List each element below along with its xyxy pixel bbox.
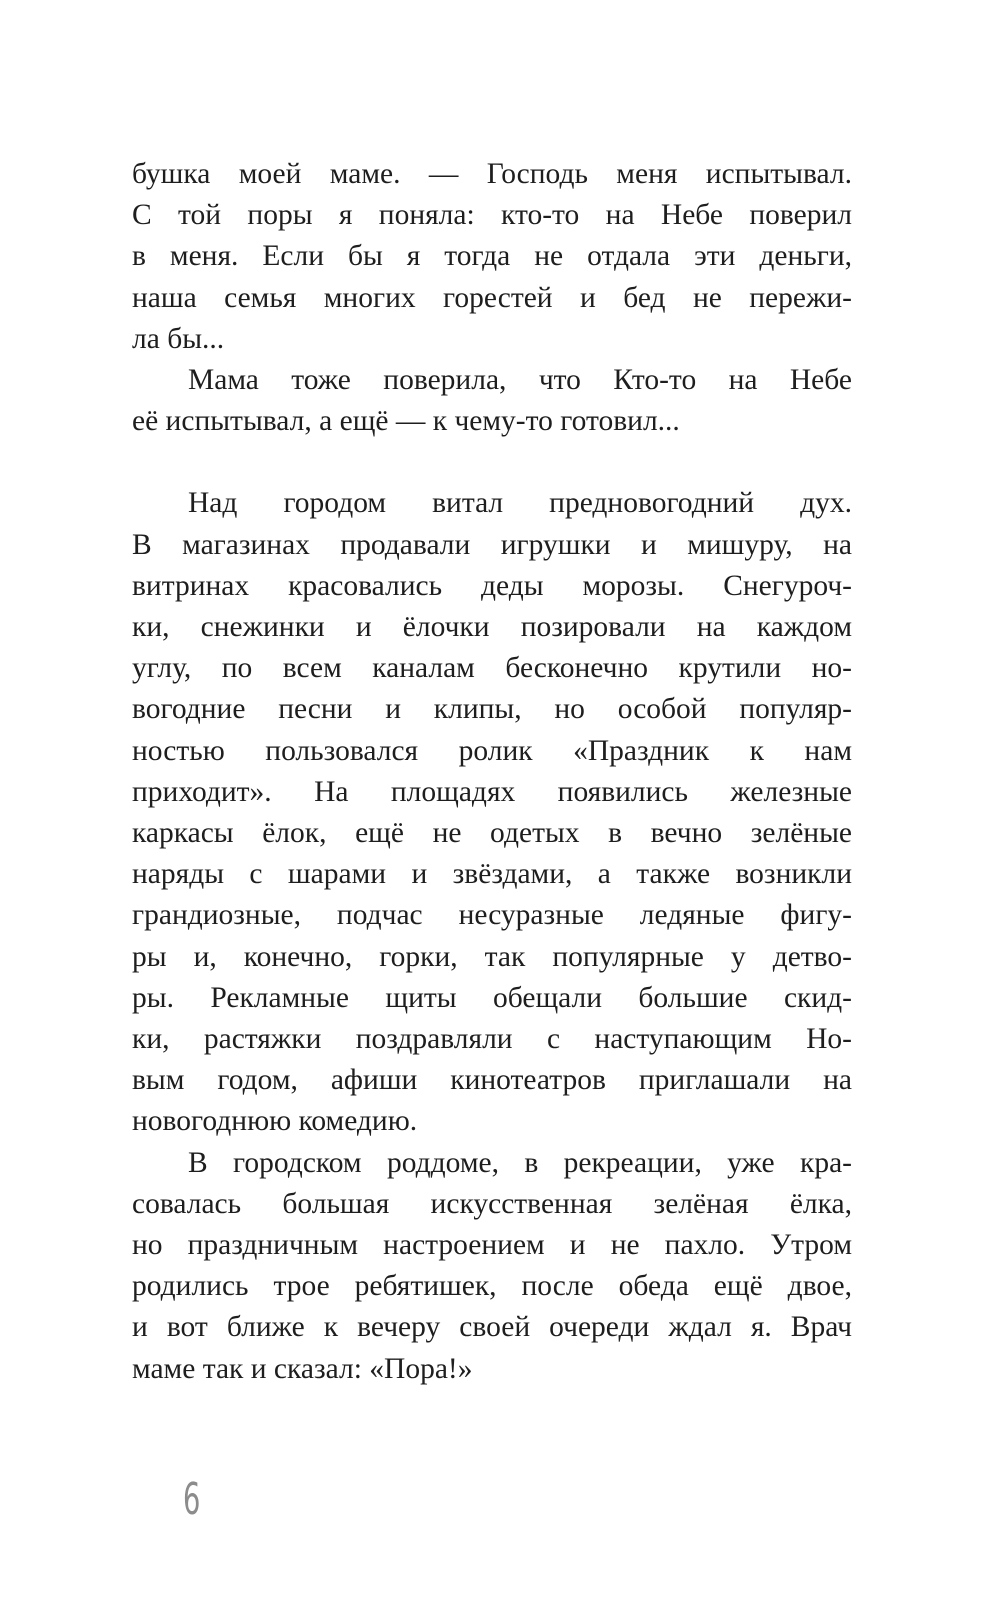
text-line: и вот ближе к вечеру своей очереди ждал я. Врач — [132, 1311, 852, 1344]
page-number: 6 — [183, 1474, 201, 1525]
text-line: Над городом витал предновогодний дух. — [188, 487, 852, 520]
text-line: приходит». На площадях появились железные — [132, 775, 852, 808]
text-line: каркасы ёлок, ещё не одетых в вечно зелёные — [132, 817, 852, 850]
page-body — [132, 154, 852, 1390]
text-line: Мама тоже поверила, что Кто-то на Небе — [188, 364, 852, 397]
text-line: но праздничным настроением и не пахло. Утром — [132, 1229, 852, 1262]
text-line: совалась большая искусственная зелёная ёлка, — [132, 1187, 852, 1220]
text-line: ки, снежинки и ёлочки позировали на каждом — [132, 611, 852, 644]
paragraph-3 — [132, 483, 852, 1142]
text-line: С той поры я поняла: кто-то на Небе поверил — [132, 199, 852, 232]
text-line: ки, растяжки поздравляли с наступающим Но- — [132, 1023, 852, 1056]
text-line: наряды с шарами и звёздами, а также возникли — [132, 858, 852, 891]
text-line: в меня. Если бы я тогда не отдала эти деньги, — [132, 240, 852, 273]
section-break — [132, 442, 852, 483]
text-line: ры и, конечно, горки, так популярные у детво- — [132, 940, 852, 973]
text-line: вогодние песни и клипы, но особой популяр- — [132, 693, 852, 726]
paragraph-2 — [132, 360, 852, 442]
text-line: наша семья многих горестей и бед не пережи- — [132, 281, 852, 314]
text-line: вым годом, афиши кинотеатров приглашали на — [132, 1064, 852, 1097]
text-line: маме так и сказал: «Пора!» — [132, 1352, 473, 1385]
text-line: её испытывал, а ещё — к чему-то готовил... — [132, 405, 680, 438]
text-line: бушка моей маме. — Господь меня испытывал. — [132, 158, 852, 190]
text-line: ры. Рекламные щиты обещали большие скид- — [132, 981, 852, 1014]
paragraph-1 — [132, 154, 852, 360]
paragraph-4 — [132, 1143, 852, 1390]
text-line: витринах красовались деды морозы. Снегуроч- — [132, 569, 852, 602]
text-line: В магазинах продавали игрушки и мишуру, на — [132, 528, 852, 561]
text-line: ностью пользовался ролик «Праздник к нам — [132, 734, 852, 767]
text-line: грандиозные, подчас несуразные ледяные фигу- — [132, 899, 852, 932]
text-line: ла бы... — [132, 322, 225, 355]
text-line: В городском роддоме, в рекреации, уже кра- — [188, 1146, 852, 1179]
text-line: углу, по всем каналам бесконечно крутили но- — [132, 652, 852, 685]
text-line: новогоднюю комедию. — [132, 1105, 418, 1138]
text-line: родились трое ребятишек, после обеда ещё двое, — [132, 1270, 852, 1303]
